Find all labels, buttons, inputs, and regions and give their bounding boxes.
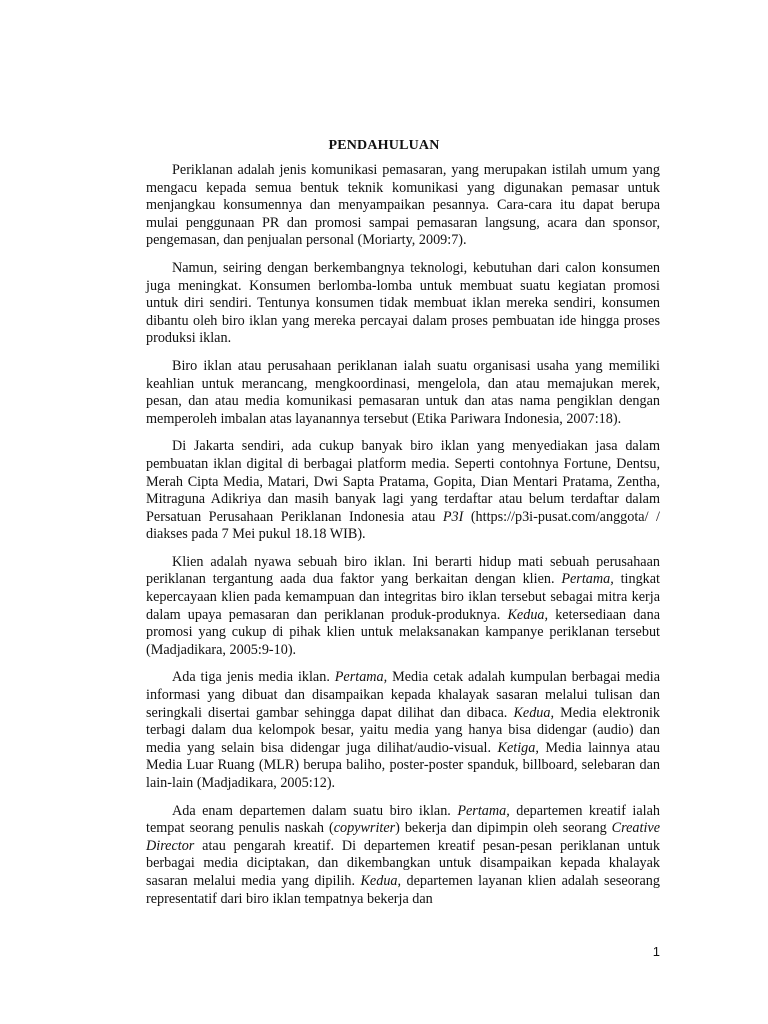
italic-text: copywriter [333,820,396,837]
paragraph-text: Periklanan adalah jenis komunikasi pemasaran, yang merupakan istilah umum yang mengacu kepada semua bentuk teknik komunikasi yang digunakan pemasar untuk menjangkau konsumennya dan menyampaikan pesannya. Cara-cara itu dapat berupa mulai penggunaan PR dan promosi sampai pemasaran langsung, acara dan sponsor, pengemasan, dan penjualan personal (Moriarty, 2009:7). [146,162,660,249]
paragraph [146,260,660,348]
page-number: 1 [652,944,660,959]
paragraph-text: ketersediaan dana promosi yang cukup di pihak klien untuk melaksanakan kampanye periklanan tersebut (Madjadikara, 2005:9-10). [146,606,660,658]
italic-text: Kedua, [513,704,555,721]
italic-text: Kedua, [507,606,549,623]
italic-text: P3I [442,508,464,525]
page-title: PENDAHULUAN [328,138,440,153]
italic-text: Kedua, [360,872,402,889]
paragraph-text: Ada tiga jenis media iklan. [172,669,335,686]
paragraph-text: Namun, seiring dengan berkembangnya teknologi, kebutuhan dari calon konsumen juga meningkat. Konsumen berlomba-lomba untuk membuat suatu kegiatan promosi untuk diri sendiri. Tentunya konsumen tidak membuat iklan mereka sendiri, konsumen dibantu oleh biro iklan yang mereka percayai dalam proses pembuatan ide hingga proses produksi iklan. [146,259,660,347]
paragraph-text: Media lainnya atau Media Luar Ruang (MLR) berupa baliho, poster-poster spanduk, billboard, selebaran dan lain-lain (Madjadikara, 2005:12). [146,739,660,791]
paragraph [146,669,660,792]
paragraph-text: departemen layanan klien adalah seseorang representatif dari biro iklan tempatnya bekerja dan [146,872,660,907]
paragraph-text: Media cetak adalah kumpulan berbagai media informasi yang dibuat dan disampaikan kepada khalayak sasaran melalui tulisan dan seringkali disertai gambar sehingga dapat dilihat dan dibaca. [146,669,660,721]
italic-text: Pertama, [457,802,510,819]
paragraph [146,438,660,544]
paragraph-text: Klien adalah nyawa sebuah biro iklan. Ini berarti hidup mati sebuah perusahaan periklanan tergantung aada dua faktor yang berkaitan dengan klien. [146,553,660,588]
paragraph-text: (https://p3i-pusat.com/anggota/ / diakses pada 7 Mei pukul 18.18 WIB). [146,508,660,543]
paragraph-text: atau pengarah kreatif. Di departemen kreatif pesan-pesan periklanan untuk berbagai media diciptakan, dan dikembangkan untuk disampaikan kepada khalayak sasaran melalui media yang dipilih. [146,837,660,889]
italic-text: Creative Director [146,820,660,854]
paragraph-text: tingkat kepercayaan klien pada kemampuan dan integritas biro iklan tersebut sebagai mitra kerja dalam upaya pemasaran dan periklanan produk-produknya. [146,571,660,623]
paragraph [146,803,660,909]
paragraph [146,358,660,428]
paragraph-text: departemen kreatif ialah tempat seorang penulis naskah ( [146,802,660,837]
italic-text: Pertama, [561,571,614,588]
body-text [146,162,660,918]
paragraph [146,554,660,660]
paragraph-text: Media elektronik terbagi dalam dua kelompok besar, yaitu media yang hanya bisa didengar (audio) dan media yang selain bisa didengar juga dilihat/audio-visual. [146,704,660,756]
paragraph-text: Biro iklan atau perusahaan periklanan ialah suatu organisasi usaha yang memiliki keahlian untuk merancang, mengkoordinasi, mengelola, dan atau memajukan merek, pesan, dan atau media komunikasi pemasaran untuk dan atas nama pengiklan dengan memperoleh imbalan atas layanannya tersebut (Etika Pariwara Indonesia, 2007:18). [146,357,660,427]
italic-text: Ketiga, [497,739,539,756]
paragraph-text: Ada enam departemen dalam suatu biro iklan. [172,802,458,819]
paragraph [146,162,660,250]
paragraph-text: Di Jakarta sendiri, ada cukup banyak biro iklan yang menyediakan jasa dalam pembuatan iklan digital di berbagai platform media. Seperti contohnya Fortune, Dentsu, Merah Cipta Media, Matari, Dwi Sapta Pratama, Gopita, Dian Mentari Pratama, Zentha, Mitraguna Adikriya dan masih banyak lagi yang terdaftar atau belum terdaftar dalam Persatuan Perusahaan Periklanan Indonesia atau [146,438,660,525]
italic-text: Pertama, [334,669,388,686]
paragraph-text: ) bekerja dan dipimpin oleh seorang [395,820,612,837]
